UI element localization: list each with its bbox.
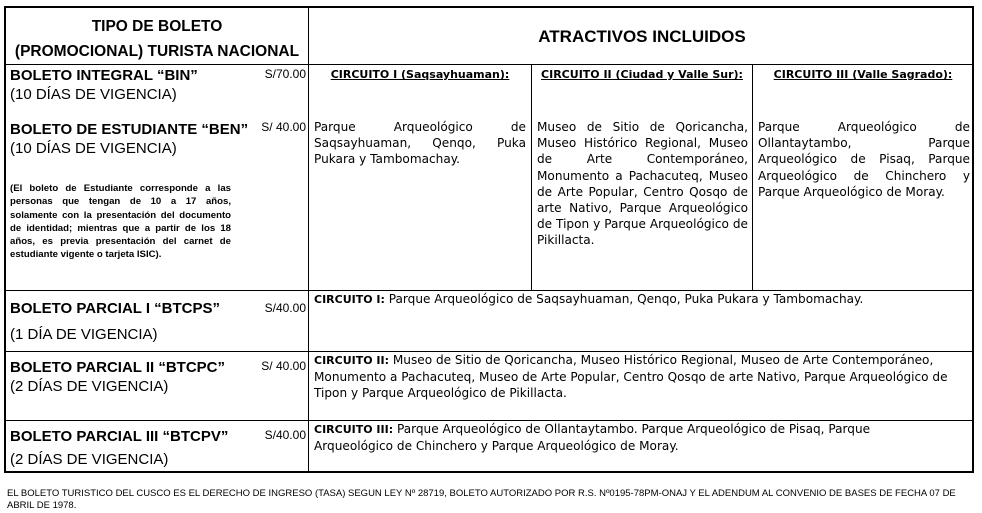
column-divider xyxy=(308,7,309,473)
ticket-price: S/40.00 xyxy=(264,301,306,315)
ticket-price: S/70.00 xyxy=(264,67,306,81)
partial-circuit-3 xyxy=(314,421,934,454)
ticket-name: BOLETO PARCIAL III “BTCPV” xyxy=(10,428,229,445)
header-ticket-type-line1: TIPO DE BOLETO xyxy=(91,18,223,35)
ticket-validity: (2 DÍAS DE VIGENCIA) xyxy=(10,378,169,395)
header-ticket-type-line2: (PROMOCIONAL) TURISTA NACIONAL xyxy=(14,43,300,60)
ticket-name: BOLETO INTEGRAL “BIN” xyxy=(10,67,198,84)
legal-footer: EL BOLETO TURISTICO DEL CUSCO ES EL DERECHO DE INGRESO (TASA) SEGUN LEY Nº 28719, BOLETO AUTORIZADO POR R.S. Nº0195-78PM-ONAJ Y EL ADENDUM AL CONVENIO DE BASES DE FECHA 07 DE ABRIL DE 1978. xyxy=(7,488,956,511)
header-ticket-type xyxy=(8,14,306,64)
header-attractions: ATRACTIVOS INCLUIDOS xyxy=(538,27,746,46)
circuit-divider xyxy=(752,64,753,291)
ticket-validity: (1 DÍA DE VIGENCIA) xyxy=(10,326,158,343)
circuit-3-title: CIRCUITO III (Valle Sagrado): xyxy=(773,68,953,81)
circuit-2-attractions: Museo de Sitio de Qoricancha, Museo Histórico Regional, Museo de Arte Contemporáneo, Monumento a Pachacuteq, Museo de Arte Popular, Centro Qosqo de arte Nativo, Parque Arqueológico de Tipon y Parque Arqueológico de Pikillacta. xyxy=(537,120,748,248)
circuit-1-attractions: Parque Arqueológico de Saqsayhuaman, Qenqo, Puka Pukara y Tambomachay. xyxy=(314,120,526,167)
partial-circuit-2 xyxy=(314,352,974,402)
ticket-name: BOLETO PARCIAL II “BTCPC” xyxy=(10,359,226,376)
partial-circuit-text: Parque Arqueológico de Ollantaytambo. Parque Arqueológico de Pisaq, Parque Arqueológico de Chinchero y Parque Arqueológico de Moray. xyxy=(314,422,871,454)
ticket-validity: (10 DÍAS DE VIGENCIA) xyxy=(10,86,177,103)
ticket-validity: (2 DÍAS DE VIGENCIA) xyxy=(10,451,169,468)
partial-circuit-label: CIRCUITO II: xyxy=(314,354,390,367)
partial-circuit-label: CIRCUITO III: xyxy=(314,423,394,436)
ticket-price: S/ 40.00 xyxy=(261,120,306,134)
ticket-price: S/40.00 xyxy=(264,428,306,442)
partial-circuit-text: Parque Arqueológico de Saqsayhuaman, Qenqo, Puka Pukara y Tambomachay. xyxy=(384,292,864,306)
circuit-3-attractions: Parque Arqueológico de Ollantaytambo, Parque Arqueológico de Pisaq, Parque Arqueológico de Chinchero y Parque Arqueológico de Moray. xyxy=(758,120,970,199)
circuit-divider xyxy=(531,64,532,291)
row-divider xyxy=(5,64,973,65)
ticket-name: BOLETO DE ESTUDIANTE “BEN” xyxy=(10,121,249,138)
ticket-price: S/ 40.00 xyxy=(261,359,306,373)
circuit-2-title: CIRCUITO II (Ciudad y Valle Sur): xyxy=(541,68,743,81)
partial-circuit-text: Museo de Sitio de Qoricancha, Museo Histórico Regional, Museo de Arte Contemporáneo, Monumento a Pachacuteq, Museo de Arte Popular, Centro Qosqo de arte Nativo, Parque Arqueológico de Tipon y Parque Arqueológico de Pikillacta. xyxy=(314,353,948,401)
partial-circuit-1 xyxy=(314,291,970,308)
ticket-validity: (10 DÍAS DE VIGENCIA) xyxy=(10,140,177,157)
student-ticket-note: (El boleto de Estudiante corresponde a las personas que tengan de 10 a 17 años, solamente con la presentación del documento de identidad; mientras que a partir de los 18 años, es previa presentación del carnet de estudiante vigente o tarjeta ISIC). xyxy=(10,183,231,261)
ticket-name: BOLETO PARCIAL I “BTCPS” xyxy=(10,300,221,317)
circuit-1-title: CIRCUITO I (Saqsayhuaman): xyxy=(330,68,510,81)
partial-circuit-label: CIRCUITO I: xyxy=(314,293,385,306)
